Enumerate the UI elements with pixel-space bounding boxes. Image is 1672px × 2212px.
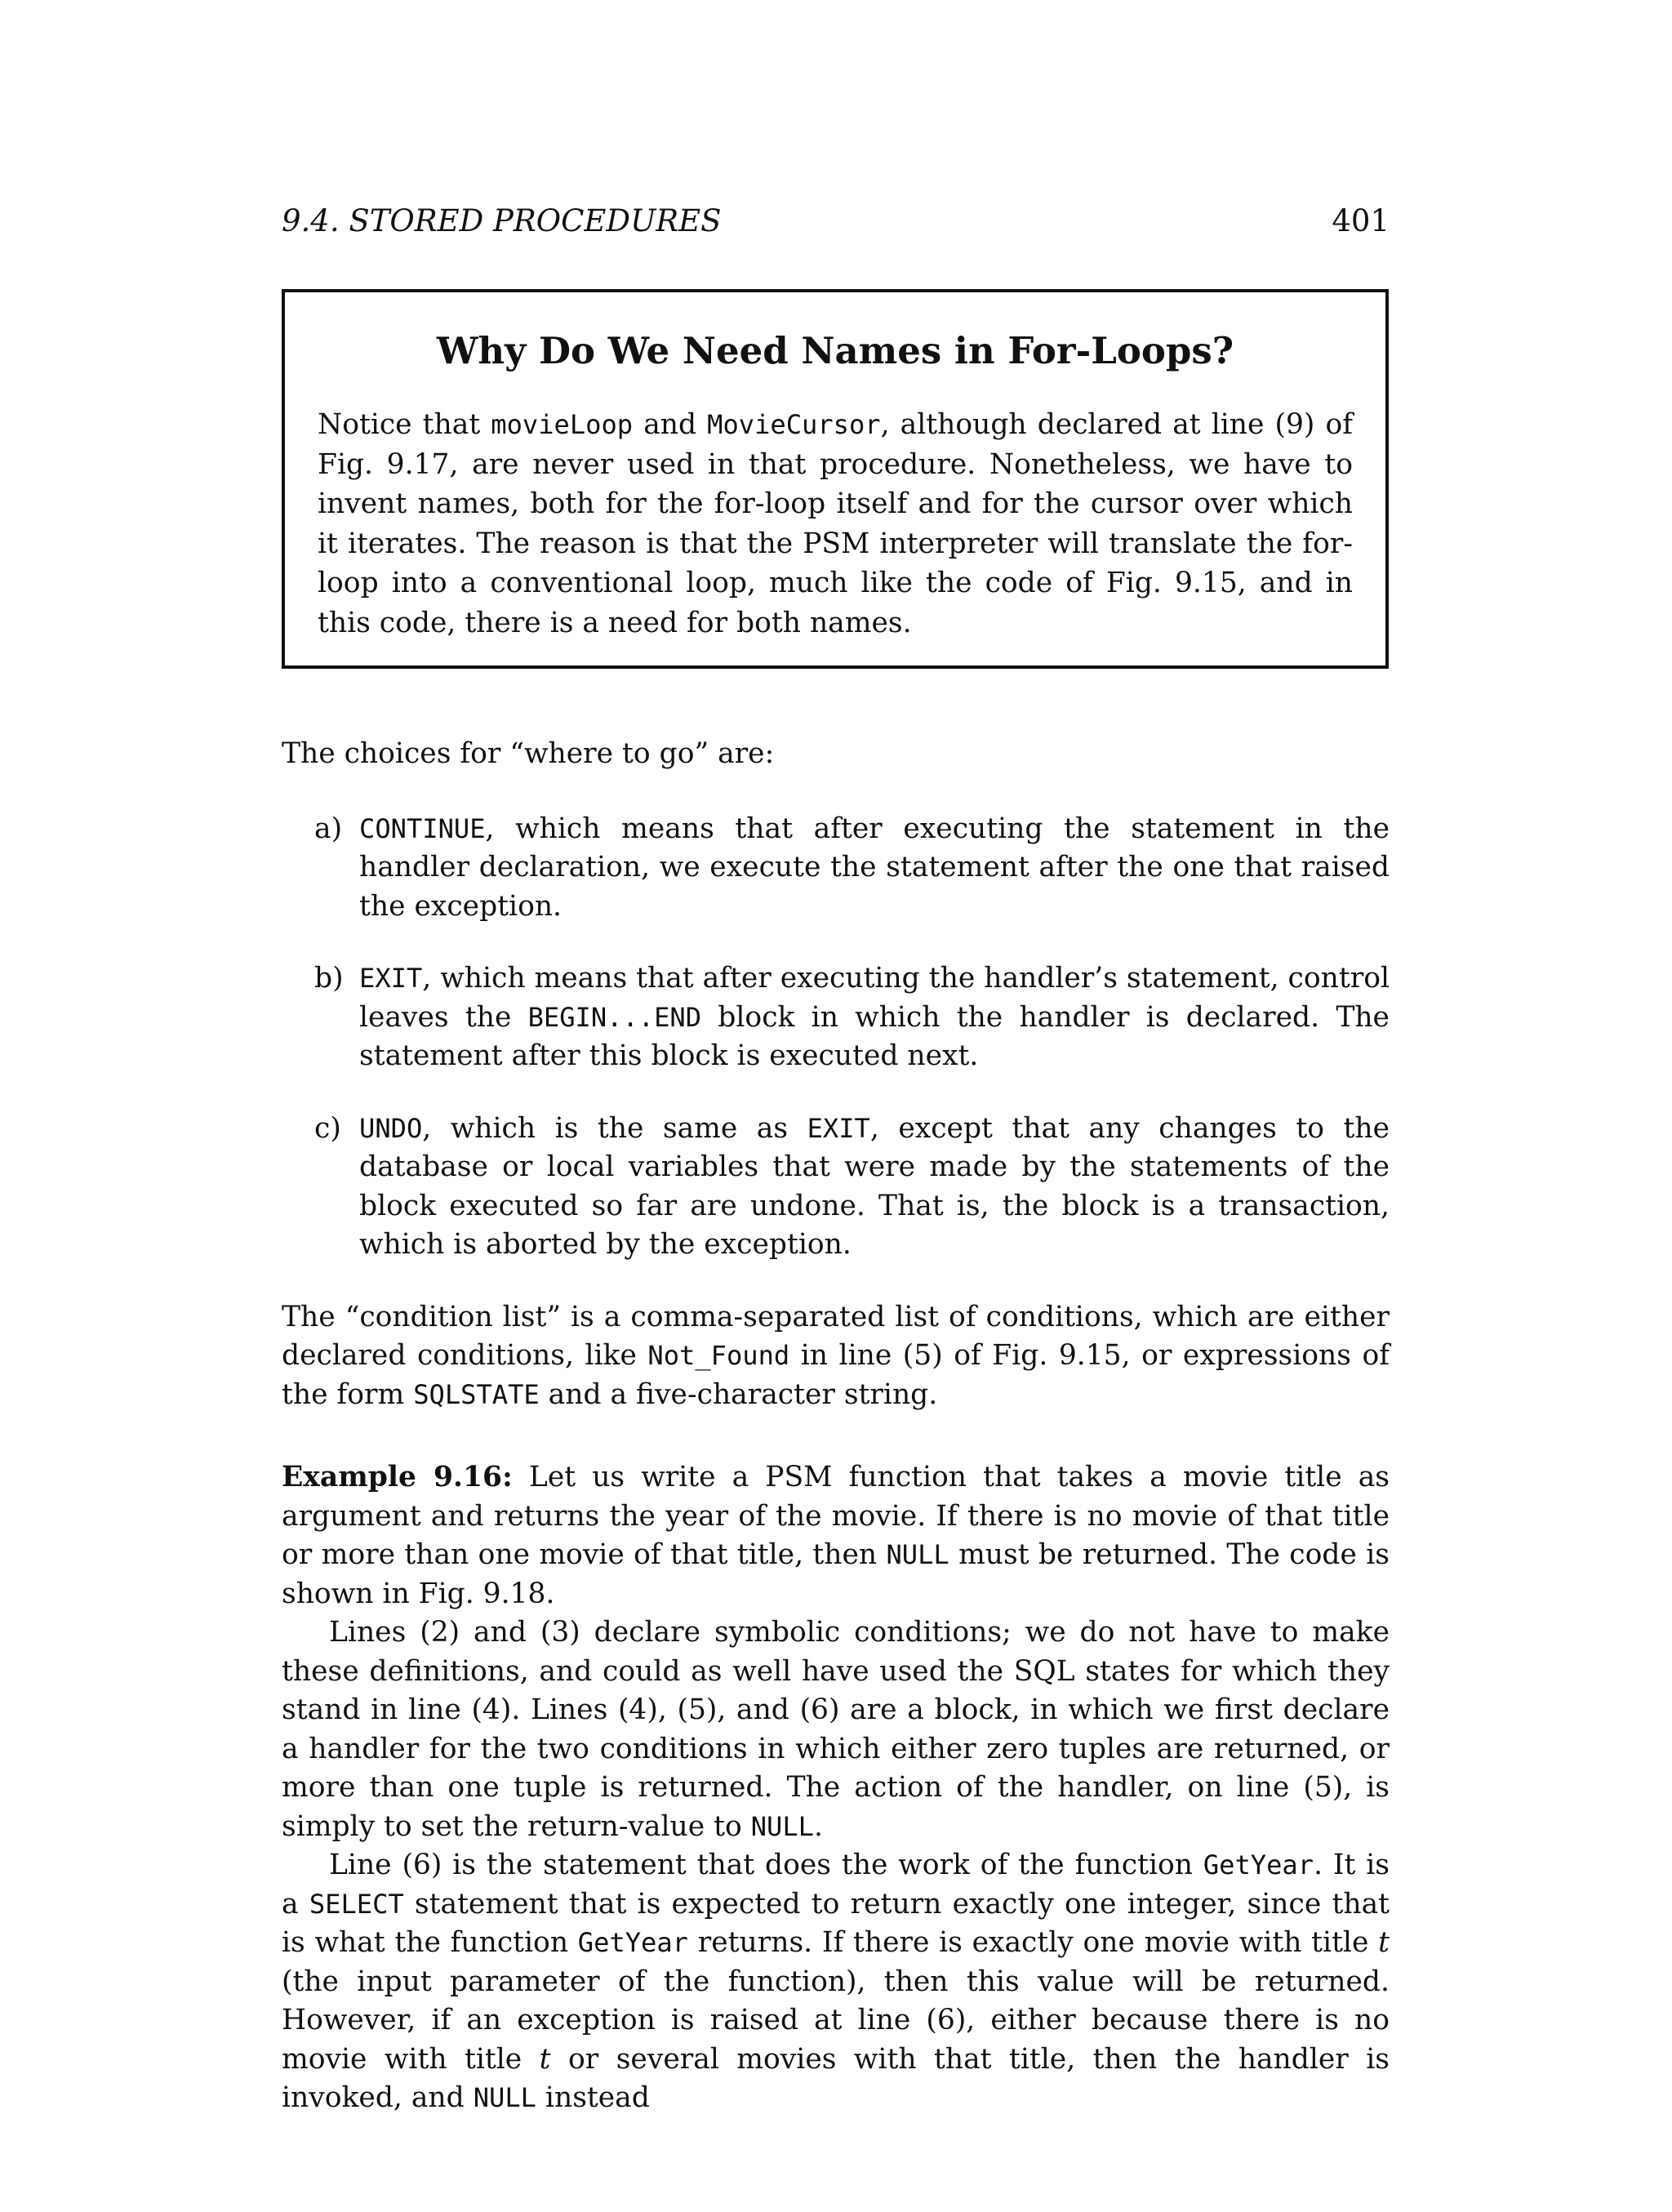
item-marker: c) xyxy=(314,1111,341,1145)
list-item xyxy=(282,959,1390,1076)
code-continue: CONTINUE xyxy=(359,812,486,844)
lines-paragraph xyxy=(282,1613,1390,1846)
var-t: t xyxy=(539,2042,551,2076)
section-title: 9.4. STORED PROCEDURES xyxy=(282,203,722,238)
choices-list xyxy=(282,810,1390,1265)
item-text xyxy=(359,959,1390,1076)
item-marker: a) xyxy=(314,812,343,845)
code-moviecursor: MovieCursor xyxy=(707,409,881,440)
para-text: instead xyxy=(536,2081,650,2114)
code-getyear: GetYear xyxy=(577,1927,688,1958)
code-exit-ref: EXIT xyxy=(807,1112,870,1144)
running-header xyxy=(282,201,1390,242)
item-body: , which means that after executing the statement in the handler declaration, we execute the statement after the one that raised the exception. xyxy=(359,812,1390,923)
code-not-found: Not_Found xyxy=(647,1340,790,1371)
code-movieloop: movieLoop xyxy=(491,409,634,440)
para-text: returns. If there is exactly one movie with title xyxy=(688,1926,1379,1959)
example-label: Example 9.16: xyxy=(282,1461,513,1493)
code-null: NULL xyxy=(473,2082,536,2113)
para-text: or several movies with that title, then the handler is invoked, and xyxy=(282,2042,1390,2114)
intro-paragraph: The choices for “where to go” are: xyxy=(282,737,775,770)
para-text: . It is a xyxy=(282,1849,1390,1920)
body-text xyxy=(282,735,1390,2118)
code-null: NULL xyxy=(750,1810,814,1842)
item-body: , which means that after executing the handler’s statement, control leaves the xyxy=(359,962,1390,1034)
box-text: and xyxy=(633,408,708,441)
code-select: SELECT xyxy=(309,1888,404,1920)
para-text: Let us write a PSM function that takes a movie title as argument and returns the year of the movie. If there is no movie of that title or more than one movie of that title, then xyxy=(282,1461,1390,1571)
box-title: Why Do We Need Names in For-Loops? xyxy=(436,329,1234,372)
code-null: NULL xyxy=(886,1539,949,1570)
para-text: and a five-character string. xyxy=(539,1377,938,1411)
var-t: t xyxy=(1378,1926,1390,1959)
item-marker: b) xyxy=(314,962,344,995)
box-text: , although declared at line (9) of Fig. 9.17, are never used in that procedure. Nonetheless, we have to invent names, both for the for-loop itself and for the cursor over which it iterates. The reason is that the PSM interpreter will translate the for-loop into a conventional loop, much like the code of Fig. 9.15, and in this code, there is a need for both names. xyxy=(318,408,1354,639)
code-getyear: GetYear xyxy=(1203,1849,1314,1880)
code-begin-end: BEGIN...END xyxy=(527,1001,702,1033)
item-body: , except that any changes to the database or local variables that were made by the statements of the block executed so far are undone. That is, the block is a transaction, which is aborted by the exception. xyxy=(359,1111,1390,1261)
condition-list-paragraph xyxy=(282,1298,1390,1415)
item-body: , which is the same as xyxy=(422,1111,807,1145)
example-paragraph xyxy=(282,1458,1390,1613)
sidebar-box xyxy=(282,289,1389,669)
para-text: Line (6) is the statement that does the work of the function xyxy=(329,1849,1203,1881)
code-exit: EXIT xyxy=(359,963,423,994)
para-text: in line (5) of Fig. 9.15, or expressions of the form xyxy=(282,1339,1390,1411)
code-sqlstate: SQLSTATE xyxy=(413,1378,540,1410)
para-text: . xyxy=(813,1809,823,1843)
line6-paragraph xyxy=(282,1846,1390,2118)
para-text: must be returned. The code is shown in Fig. 9.18. xyxy=(282,1538,1390,1610)
page-number: 401 xyxy=(1332,203,1390,238)
item-body: block in which the handler is declared. The statement after this block is executed next. xyxy=(359,1000,1390,1072)
item-text xyxy=(359,810,1390,927)
list-item xyxy=(282,1110,1390,1265)
para-text: statement that is expected to return exactly one integer, since that is what the function xyxy=(282,1887,1390,1959)
list-item xyxy=(282,810,1390,927)
para-text: (the input parameter of the function), then this value will be returned. However, if an exception is raised at line (6), either because there is no movie with title xyxy=(282,1965,1390,2076)
box-paragraph xyxy=(318,405,1353,643)
item-text xyxy=(359,1110,1390,1265)
box-text: Notice that xyxy=(318,408,491,441)
code-undo: UNDO xyxy=(359,1112,423,1144)
para-text: Lines (2) and (3) declare symbolic conditions; we do not have to make these definitions, and could as well have used the SQL states for which they stand in line (4). Lines (4), (5), and (6) are a block, in which we first declare a handler for the two conditions in which either zero tuples are returned, or more than one tuple is returned. The action of the handler, on line (5), is simply to set the return-value to xyxy=(282,1616,1390,1843)
para-text: The “condition list” is a comma-separated list of conditions, which are either declared conditions, like xyxy=(282,1300,1390,1372)
